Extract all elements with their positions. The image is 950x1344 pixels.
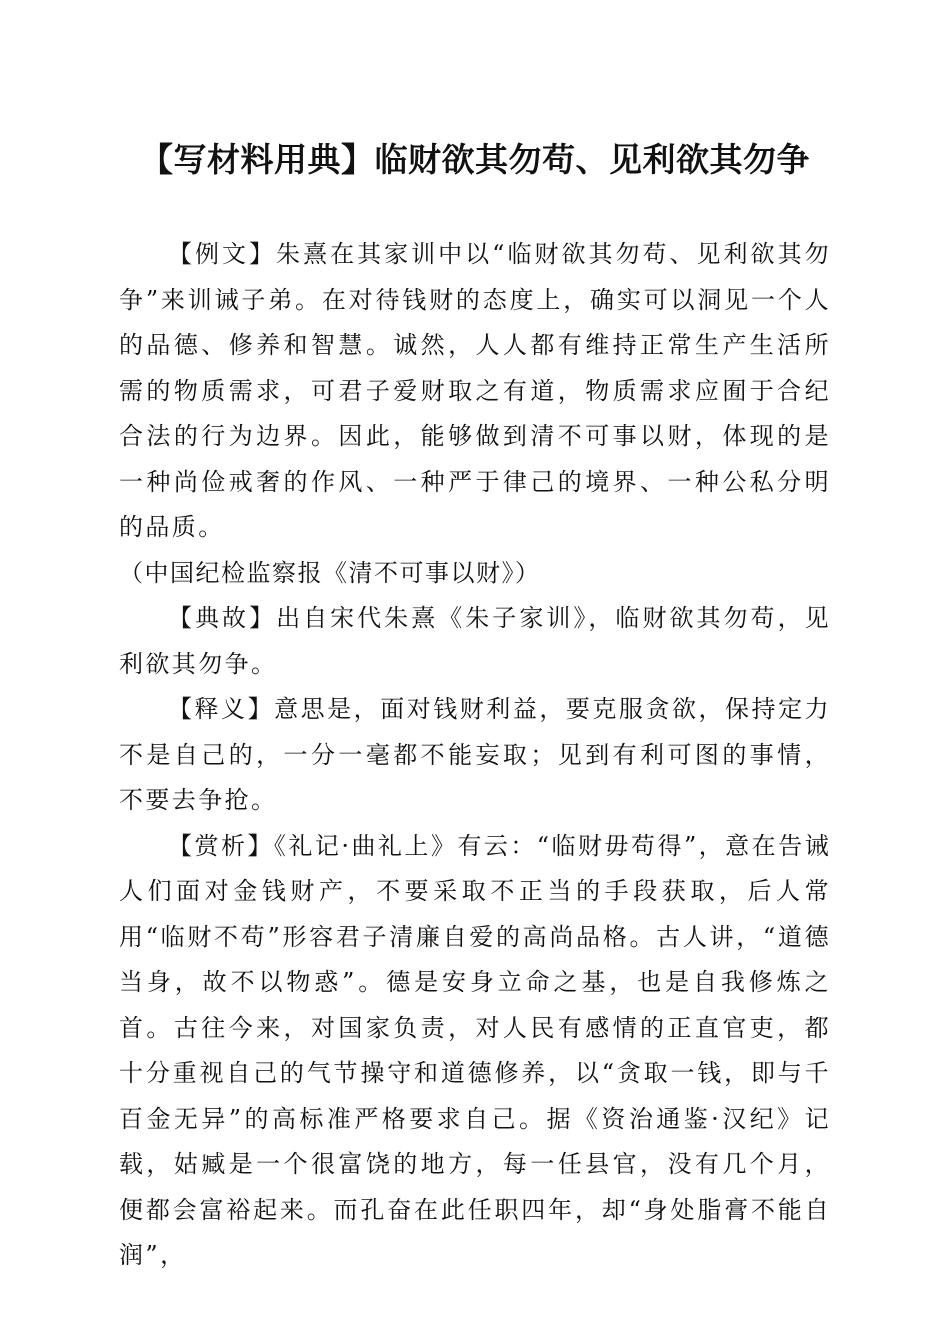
paragraph-appreciation: 【赏析】《礼记·曲礼上》有云：“临财毋苟得”，意在告诫人们面对金钱财产，不要采取不正当的手段获取，后人常用“临财不苟”形容君子清廉自爱的高尚品格。古人讲，“道德当身，故不以物惑”。德是安身立命之基，也是自我修炼之首。古往今来，对国家负责，对人民有感情的正直官吏，都十分重视自己的气节操守和道德修养，以“贪取一钱，即与千百金无异”的高标准严格要求自己。据《资治通鉴·汉纪》记载，姑臧是一个很富饶的地方，每一任县官，没有几个月，便都会富裕起来。而孔奋在此任职四年，却“身处脂膏不能自润”， [119, 831, 831, 1269]
paragraph-origin: 【典故】出自宋代朱熹《朱子家训》，临财欲其勿苟，见利欲其勿争。 [119, 604, 831, 678]
document-title: 【写材料用典】临财欲其勿苟、见利欲其勿争 [140, 140, 810, 179]
paragraph-source-citation: （中国纪检监察报《清不可事以财》） [119, 558, 541, 587]
document-body [119, 232, 831, 1279]
paragraph-meaning: 【释义】意思是，面对钱财利益，要克服贪欲，保持定力不是自己的，一分一毫都不能妄取；见到有利可图的事情，不要去争抢。 [119, 695, 831, 814]
paragraph-example: 【例文】朱熹在其家训中以“临财欲其勿苟、见利欲其勿争”来训诫子弟。在对待钱财的态度上，确实可以洞见一个人的品德、修养和智慧。诚然，人人都有维持正常生产生活所需的物质需求，可君子爱财取之有道，物质需求应囿于合纪合法的行为边界。因此，能够做到清不可事以财，体现的是一种尚俭戒奢的作风、一种严于律己的境界、一种公私分明的品质。 [119, 240, 831, 541]
